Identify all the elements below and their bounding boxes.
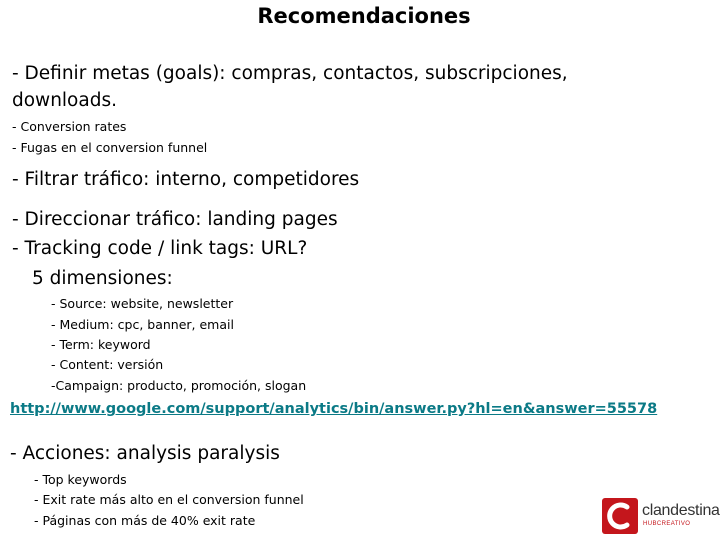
goals-item-line1: - Definir metas (goals): compras, contactos, subscripciones, [12,63,568,84]
logo-tagline: HUBCREATIVO [643,521,691,527]
clandestina-logo-icon [602,498,638,534]
actions-subitem: - Top keywords [34,472,127,487]
dimensions-heading: 5 dimensiones: [32,268,173,289]
dimension-item: - Medium: cpc, banner, email [51,317,234,332]
clandestina-logo [602,498,720,534]
tracking-item: - Tracking code / link tags: URL? [12,238,308,259]
actions-subitem: - Exit rate más alto en el conversion funnel [34,492,304,507]
dimension-item: - Content: versión [51,357,164,372]
goals-item-line2: downloads. [12,90,117,111]
goals-subitem: - Conversion rates [12,119,127,134]
goals-subitem: - Fugas en el conversion funnel [12,140,208,155]
dimension-item: -Campaign: producto, promoción, slogan [51,378,307,393]
dimension-item: - Term: keyword [51,337,151,352]
filter-item: - Filtrar tráfico: interno, competidores [12,169,360,190]
direct-item: - Direccionar tráfico: landing pages [12,209,338,230]
actions-item: - Acciones: analysis paralysis [10,443,280,464]
slide-title: Recomendaciones [257,4,471,28]
logo-wordmark: clandestina [642,502,720,519]
actions-subitem: - Páginas con más de 40% exit rate [34,513,256,528]
dimension-item: - Source: website, newsletter [51,296,234,311]
analytics-help-link[interactable]: http://www.google.com/support/analytics/bin/answer.py?hl=en&answer=55578 [10,401,658,417]
